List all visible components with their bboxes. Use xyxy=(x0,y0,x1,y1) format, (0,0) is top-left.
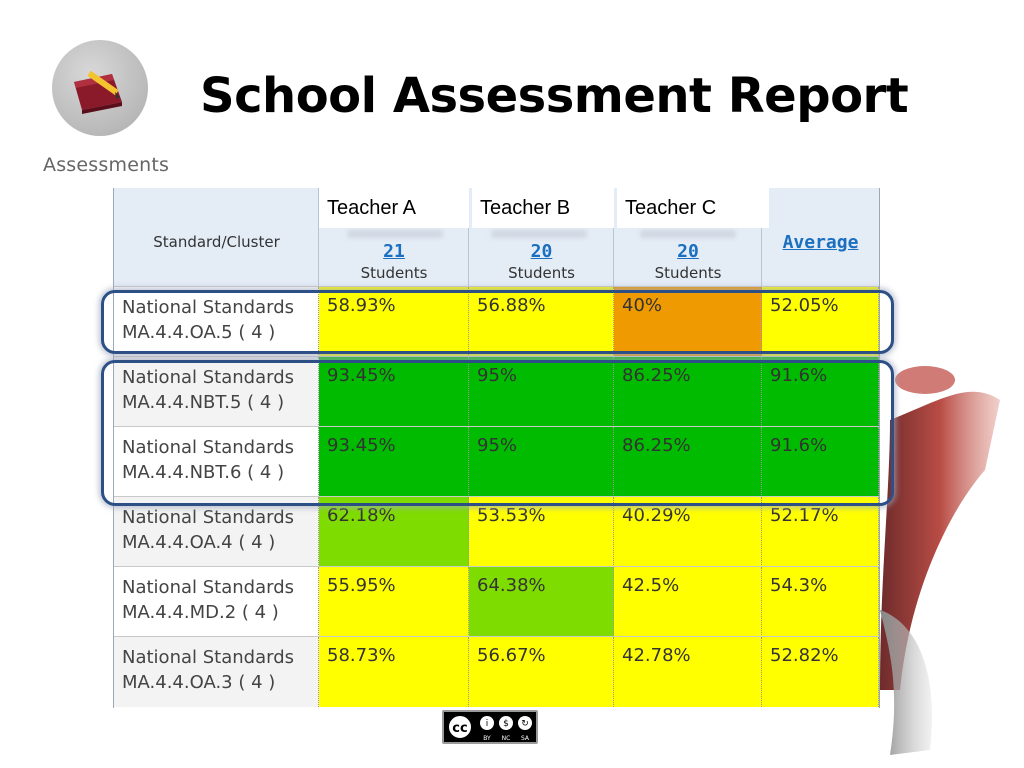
score-cell: 53.53% xyxy=(469,497,614,567)
blurred-name xyxy=(491,230,587,238)
standard-name: National Standards xyxy=(122,507,294,528)
score-cell: 40% xyxy=(614,287,762,357)
standard-code: MA.4.4.OA.3 ( 4 ) xyxy=(122,672,276,693)
blurred-name xyxy=(347,230,443,238)
standard-code: MA.4.4.NBT.6 ( 4 ) xyxy=(122,462,285,483)
score-cell: 93.45% xyxy=(319,427,469,497)
svg-text:SA: SA xyxy=(520,735,530,742)
svg-text:$: $ xyxy=(503,719,509,729)
teacher-c-count[interactable]: 20 xyxy=(677,241,699,262)
standard-cell xyxy=(114,637,319,707)
svg-text:i: i xyxy=(485,719,489,729)
standard-name: National Standards xyxy=(122,437,294,458)
standard-name: National Standards xyxy=(122,367,294,388)
standard-code: MA.4.4.OA.5 ( 4 ) xyxy=(122,322,276,343)
svg-text:↻: ↻ xyxy=(521,719,529,729)
average-cell: 91.6% xyxy=(762,427,879,497)
standard-cell xyxy=(114,567,319,637)
page-title: School Assessment Report xyxy=(200,68,909,124)
creative-commons-icon xyxy=(444,712,536,742)
score-cell: 86.25% xyxy=(614,357,762,427)
score-cell: 95% xyxy=(469,427,614,497)
average-cell: 91.6% xyxy=(762,357,879,427)
highlight-box-nbt xyxy=(101,360,894,506)
average-cell: 52.82% xyxy=(762,637,879,707)
logo-caption: Assessments xyxy=(43,154,170,176)
average-cell: 54.3% xyxy=(762,567,879,637)
table-row xyxy=(114,566,879,637)
header-standard-cell xyxy=(114,188,319,286)
teacher-b-unit: Students xyxy=(508,264,575,282)
standard-name: National Standards xyxy=(122,577,294,598)
score-cell: 40.29% xyxy=(614,497,762,567)
standard-cell xyxy=(114,497,319,567)
score-cell: 93.45% xyxy=(319,357,469,427)
average-link[interactable]: Average xyxy=(782,232,859,253)
average-cell: 52.17% xyxy=(762,497,879,567)
standard-code: MA.4.4.NBT.5 ( 4 ) xyxy=(122,392,285,413)
table-row xyxy=(114,496,879,567)
score-cell: 58.93% xyxy=(319,287,469,357)
assessments-logo xyxy=(52,40,148,136)
average-cell: 52.05% xyxy=(762,287,879,357)
score-cell: 55.95% xyxy=(319,567,469,637)
score-cell: 42.78% xyxy=(614,637,762,707)
teacher-b-label: Teacher B xyxy=(472,188,614,228)
pencil-book-icon xyxy=(52,40,148,136)
teacher-c-unit: Students xyxy=(654,264,722,282)
standard-code: MA.4.4.MD.2 ( 4 ) xyxy=(122,602,279,623)
highlight-box-oa5 xyxy=(101,290,894,354)
teacher-a-count[interactable]: 21 xyxy=(383,241,405,262)
score-cell: 95% xyxy=(469,357,614,427)
license-badge xyxy=(442,710,538,744)
score-cell: 56.67% xyxy=(469,637,614,707)
score-cell: 42.5% xyxy=(614,567,762,637)
teacher-c-label: Teacher C xyxy=(617,188,769,228)
teacher-b-count[interactable]: 20 xyxy=(530,241,553,262)
standard-code: MA.4.4.OA.4 ( 4 ) xyxy=(122,532,276,553)
standard-name: National Standards xyxy=(122,297,294,318)
score-cell: 56.88% xyxy=(469,287,614,357)
teacher-a-unit: Students xyxy=(360,264,428,282)
svg-text:NC: NC xyxy=(501,735,511,742)
score-cell: 58.73% xyxy=(319,637,469,707)
standard-name: National Standards xyxy=(122,647,294,668)
score-cell: 62.18% xyxy=(319,497,469,567)
teacher-a-label: Teacher A xyxy=(319,188,469,228)
score-cell: 86.25% xyxy=(614,427,762,497)
header-average xyxy=(762,188,879,286)
score-cell: 64.38% xyxy=(469,567,614,637)
table-row xyxy=(114,636,879,707)
svg-text:BY: BY xyxy=(483,735,491,742)
svg-text:cc: cc xyxy=(452,721,468,736)
header-standard-label: Standard/Cluster xyxy=(153,233,280,251)
blurred-name xyxy=(640,230,736,238)
